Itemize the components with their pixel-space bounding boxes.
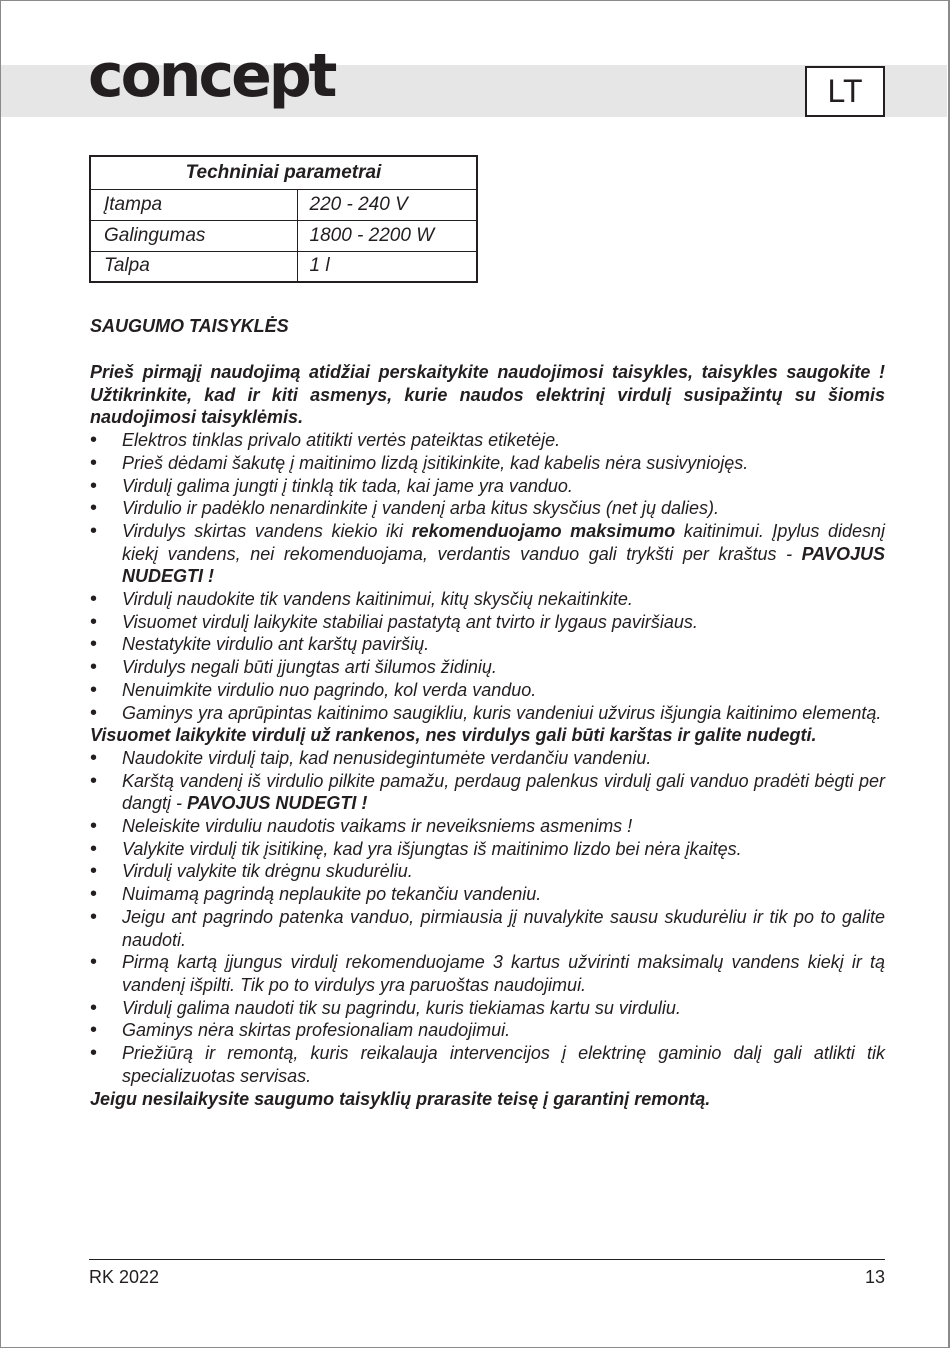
warranty-note: Jeigu nesilaikysite saugumo taisyklių prarasite teisę į garantinį remontą.	[90, 1088, 711, 1109]
list-item: • Pirmą kartą įjungus virdulį rekomenduojame 3 kartus užvirinti maksimalų vandens kiekį ir tą vandenį išpilti. Tik po to virdulys yra paruoštas naudojimui.	[90, 951, 885, 996]
footer-model: RK 2022	[89, 1267, 160, 1287]
section-title: SAUGUMO TAISYKLĖS	[90, 316, 289, 336]
handle-warning-paragraph: Visuomet laikykite virdulį už rankenos, nes virdulys gali būti karštas ir galite nudegti.	[90, 725, 817, 746]
list-item	[90, 520, 885, 588]
burn-danger-warning: PAVOJUS NUDEGTI !	[187, 793, 368, 814]
safety-list-2	[90, 588, 885, 724]
table-row	[90, 220, 477, 251]
language-badge: LT	[805, 66, 885, 117]
list-item: • Gaminys nėra skirtas profesionaliam naudojimui.	[90, 1019, 885, 1042]
table-row	[90, 251, 477, 282]
list-item: • Naudokite virdulį taip, kad nenusidegintumėte verdančiu vandeniu.	[90, 747, 885, 770]
list-item: • Virdulį galima jungti į tinklą tik tada, kai jame yra vanduo.	[90, 475, 885, 498]
list-item: • Visuomet virdulį laikykite stabiliai pastatytą ant tvirto ir lygaus paviršiaus.	[90, 611, 885, 634]
list-item: • Virdulio ir padėklo nenardinkite į vandenį arba kitus skysčius (net jų dalies).	[90, 497, 885, 520]
emphasis-text: rekomenduojamo maksimumo	[411, 520, 676, 541]
table-header-row	[90, 156, 477, 189]
power-label: Galingumas	[90, 220, 297, 251]
safety-rules-body	[90, 361, 885, 1110]
list-item: • Nenuimkite virdulio nuo pagrindo, kol verda vanduo.	[90, 679, 885, 702]
technical-parameters-table	[89, 155, 478, 283]
page-number: 13	[864, 1267, 885, 1287]
voltage-value: 220 - 240 V	[297, 189, 477, 220]
list-item: • Neleiskite virduliu naudotis vaikams ir neveiksniems asmenims !	[90, 815, 885, 838]
list-item: • Jeigu ant pagrindo patenka vanduo, pirmiausia jį nuvalykite sausu skudurėliu ir tik po to galite naudoti.	[90, 906, 885, 951]
capacity-label: Talpa	[90, 251, 297, 282]
list-item-text: kaitinimui. Įpylus didesnį kiekį vandens, nei rekomenduojama, verdantis vanduo gali trykšti per kraštus -	[122, 520, 886, 564]
list-item: • Nuimamą pagrindą neplaukite po tekančiu vandeniu.	[90, 883, 885, 906]
list-item: • Virdulį naudokite tik vandens kaitinimui, kitų skysčių nekaitinkite.	[90, 588, 885, 611]
brand-logo: concept	[88, 41, 335, 111]
table-row	[90, 189, 477, 220]
power-value: 1800 - 2200 W	[297, 220, 477, 251]
list-item-text: Virdulys skirtas vandens kiekio iki	[122, 520, 412, 541]
list-item-text: Karštą vandenį iš virdulio pilkite pamažu, perdaug palenkus virdulį gali vanduo pradėti bėgti per dangtį -	[122, 770, 885, 814]
list-item	[90, 770, 885, 815]
intro-paragraph: Prieš pirmąjį naudojimą atidžiai perskaitykite naudojimosi taisykles, taisykles saugokite ! Užtikrinkite, kad ir kiti asmenys, kurie naudos elektrinį virdulį susipažintų su šiomis naudojimosi taisyklėmis.	[90, 362, 885, 428]
list-item: • Valykite virdulį tik įsitikinę, kad yra išjungtas iš maitinimo lizdo bei nėra įkaitęs.	[90, 838, 885, 861]
list-item: • Priežiūrą ir remontą, kuris reikalauja intervencijos į elektrinę gaminio dalį gali atlikti tik specializuotas servisas.	[90, 1042, 885, 1087]
voltage-label: Įtampa	[90, 189, 297, 220]
list-item: • Virdulys negali būti įjungtas arti šilumos židinių.	[90, 656, 885, 679]
list-item: • Elektros tinklas privalo atitikti vertės pateiktas etiketėje.	[90, 429, 885, 452]
safety-list-1	[90, 429, 885, 588]
list-item: • Nestatykite virdulio ant karštų paviršių.	[90, 633, 885, 656]
burn-danger-warning: PAVOJUS NUDEGTI !	[122, 543, 885, 587]
table-title: Techniniai parametrai	[90, 156, 477, 189]
list-item: • Virdulį galima naudoti tik su pagrindu, kuris tiekiamas kartu su virduliu.	[90, 997, 885, 1020]
capacity-value: 1 l	[297, 251, 477, 282]
list-item: • Prieš dėdami šakutę į maitinimo lizdą įsitikinkite, kad kabelis nėra susivyniojęs.	[90, 452, 885, 475]
safety-list-3	[90, 747, 885, 1088]
list-item: • Gaminys yra aprūpintas kaitinimo saugikliu, kuris vandeniui užvirus išjungia kaitinimo elementą.	[90, 702, 885, 725]
list-item: • Virdulį valykite tik drėgnu skudurėliu.	[90, 860, 885, 883]
footer-divider	[89, 1259, 885, 1260]
